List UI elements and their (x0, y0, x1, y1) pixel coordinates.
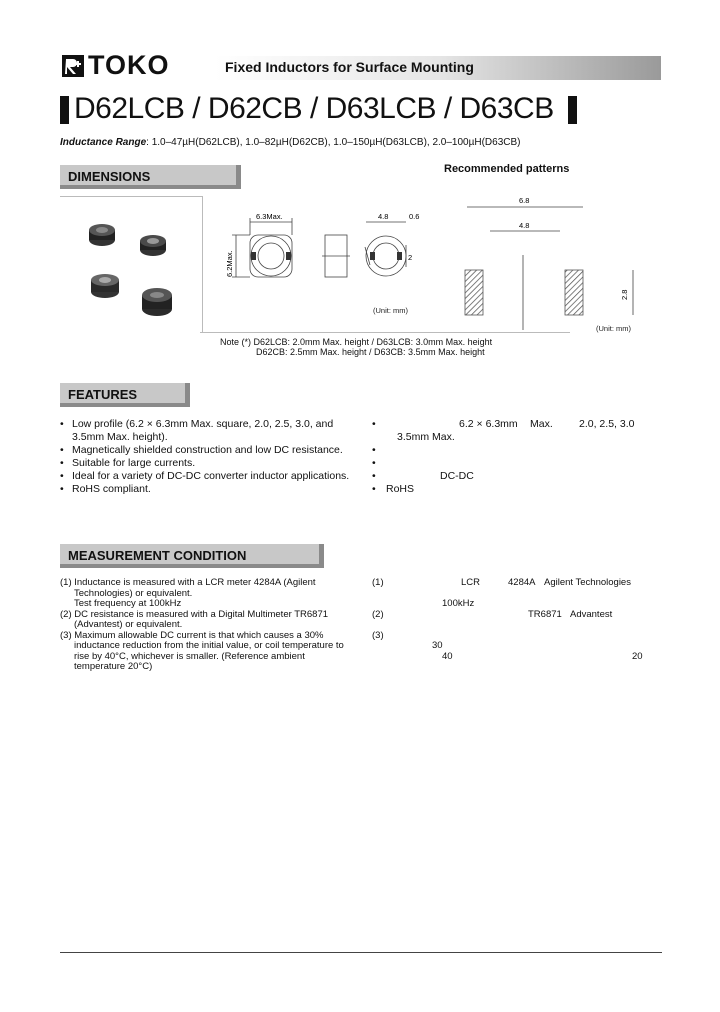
inductor-photo (140, 235, 166, 256)
list-item: (2) (372, 608, 384, 620)
list-item: (Advantest) or equivalent. (74, 619, 183, 630)
toko-logo-text: TOKO (88, 50, 170, 80)
list-item: 40 (442, 650, 453, 662)
list-item: (3) (372, 629, 384, 641)
list-item: 4284A (508, 577, 536, 588)
pattern-unit: (Unit: mm) (596, 324, 631, 333)
list-item: (2) DC resistance is measured with a Digital Multimeter TR6871 (60, 608, 329, 620)
list-item: temperature 20°C) (74, 661, 153, 672)
list-item: inductance reduction from the initial value, or coil temperature to (74, 640, 344, 651)
pattern-inner-label: 4.8 (519, 221, 530, 230)
toko-logo-mark (62, 55, 84, 77)
bullet: • (372, 470, 376, 482)
measurement-list-en (60, 578, 360, 678)
recommended-pattern-drawing (455, 195, 645, 335)
list-item: rise by 40°C, whichever is smaller. (Reference ambient (74, 650, 305, 662)
bullet: • (372, 418, 376, 430)
dim-side-a-label: 4.8 (378, 212, 389, 221)
list-item: Suitable for large currents. (72, 457, 196, 469)
dim-side-b-label: 0.6 (409, 212, 420, 221)
dimension-note-line1: Note (*) D62LCB: 2.0mm Max. height / D63LCB: 3.0mm Max. height (220, 337, 493, 347)
pattern-outer-label: 6.8 (519, 196, 530, 205)
list-item: Max. (530, 418, 553, 430)
list-item: (3) Maximum allowable DC current is that which causes a 30% (60, 629, 324, 641)
list-item: Advantest (570, 608, 613, 620)
dimension-drawing (220, 205, 435, 305)
dim-width-label: 6.3Max. (256, 212, 283, 221)
bullet: • (60, 457, 64, 469)
list-item: Ideal for a variety of DC-DC converter inductor applications. (72, 470, 350, 482)
dim-side-c-label: 2 (408, 253, 413, 262)
bullet: • (372, 457, 376, 469)
features-list-en (60, 418, 360, 495)
list-item: 3.5mm Max. height). (72, 431, 168, 443)
page-title: D62LCB / D62CB / D63LCB / D63CB (74, 92, 554, 125)
list-item: 3.5mm Max. (397, 431, 455, 443)
list-item: RoHS compliant. (72, 483, 151, 495)
list-item: RoHS (386, 483, 415, 495)
inductor-photo (91, 274, 119, 298)
list-item: 30 (432, 640, 443, 651)
inductor-photo (142, 288, 172, 316)
list-item: 20 (632, 650, 643, 662)
inductor-photo (89, 224, 115, 246)
bullet: • (60, 483, 64, 495)
inductance-range-label: Inductance Range (60, 137, 147, 148)
list-item: Test frequency at 100kHz (74, 598, 182, 609)
features-list-jp (372, 418, 672, 498)
inductance-range (60, 137, 520, 148)
list-item: Low profile (6.2 × 6.3mm Max. square, 2.0, 2.5, 3.0, and (72, 418, 334, 430)
list-item: LCR (461, 577, 481, 588)
section-features: FEATURES (60, 383, 190, 407)
bullet: • (60, 444, 64, 456)
bullet: • (372, 444, 376, 456)
list-item: TR6871 (528, 608, 562, 620)
dimension-note-line2: D62CB: 2.5mm Max. height / D63CB: 3.5mm Max. height (256, 347, 485, 357)
measurement-list-jp (372, 578, 662, 678)
list-item: 6.2 × 6.3mm (459, 418, 518, 430)
dim-height-label: 6.2Max. (225, 250, 234, 277)
title-bar-right (568, 96, 577, 124)
inductance-range-value: : 1.0–47µH(D62LCB), 1.0–82µH(D62CB), 1.0–150µH(D63LCB), 2.0–100µH(D63CB) (146, 137, 521, 148)
title-bar-left (60, 96, 69, 124)
product-photos (80, 212, 190, 322)
list-item: (1) Inductance is measured with a LCR meter 4284A (Agilent (60, 577, 316, 588)
list-item: 100kHz (442, 598, 475, 609)
section-measurement: MEASUREMENT CONDITION (60, 544, 324, 568)
list-item: Technologies) or equivalent. (74, 587, 193, 599)
list-item: DC-DC (440, 470, 474, 482)
bullet: • (372, 483, 376, 495)
section-dimensions: DIMENSIONS (60, 165, 241, 189)
footer-rule (60, 952, 662, 953)
recommended-patterns-heading: Recommended patterns (444, 163, 570, 175)
list-item: Agilent Technologies (544, 577, 631, 588)
header-title: Fixed Inductors for Surface Mounting (225, 59, 474, 75)
list-item: 2.0, 2.5, 3.0 (579, 418, 635, 430)
pattern-pad-height-label: 2.8 (620, 289, 629, 300)
bullet: • (60, 470, 64, 482)
bullet: • (60, 418, 64, 430)
list-item: (1) (372, 577, 384, 588)
list-item: Magnetically shielded construction and low DC resistance. (72, 444, 343, 456)
dimension-unit: (Unit: mm) (373, 306, 408, 315)
